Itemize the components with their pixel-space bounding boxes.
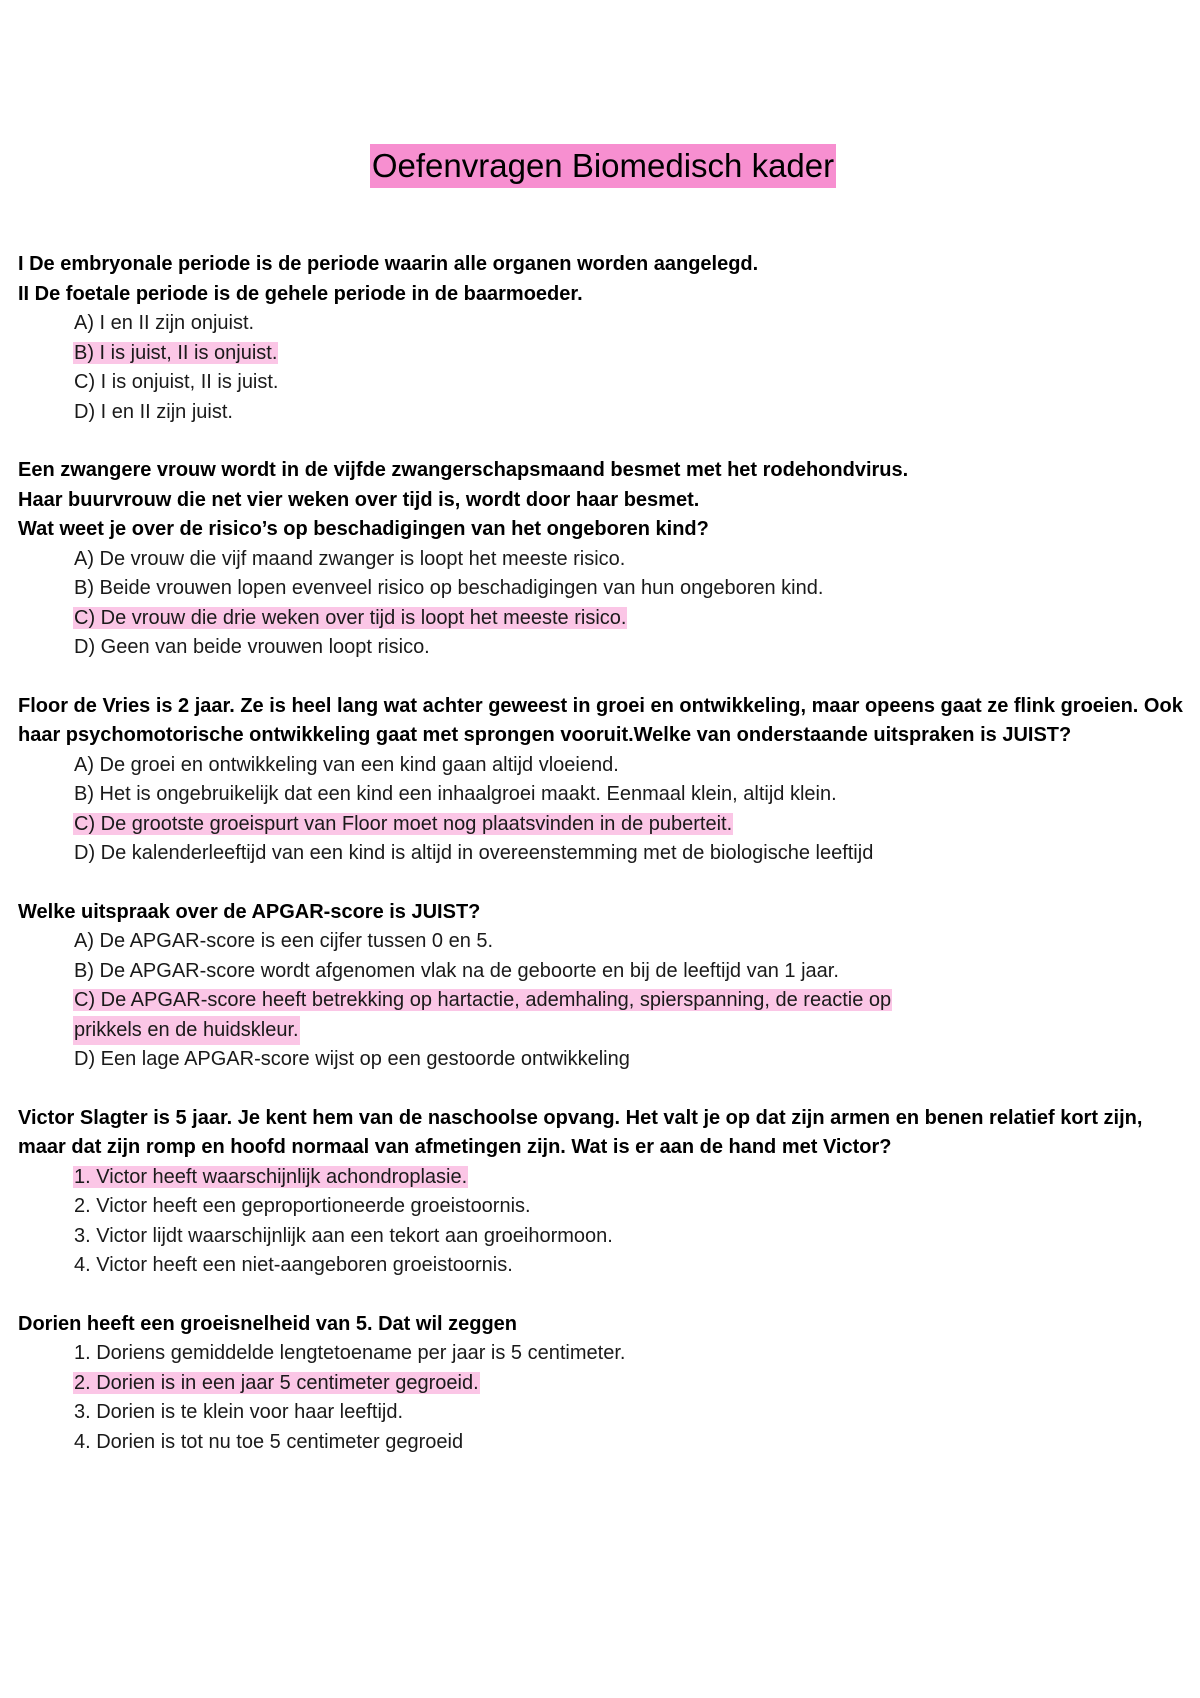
title-container <box>18 144 1188 188</box>
question-2-option-a: A) De vrouw die vijf maand zwanger is loopt het meeste risico. <box>74 547 626 570</box>
question-1-line-2: II De foetale periode is de gehele periode in de baarmoeder. <box>18 282 583 305</box>
question-1-option-d: D) I en II zijn juist. <box>74 400 233 423</box>
question-5 <box>18 1104 1188 1281</box>
question-1-line-1: I De embryonale periode is de periode waarin alle organen worden aangelegd. <box>18 253 759 275</box>
question-4-option-a: A) De APGAR-score is een cijfer tussen 0 en 5. <box>74 930 494 952</box>
question-2 <box>18 456 1188 663</box>
question-6 <box>18 1310 1188 1458</box>
question-3-options <box>18 751 1188 869</box>
question-3-option-d: D) De kalenderleeftijd van een kind is altijd in overeenstemming met de biologische leeftijd <box>74 842 874 864</box>
question-2-option-b: B) Beide vrouwen lopen evenveel risico op beschadigingen van hun ongeboren kind. <box>74 577 824 599</box>
question-4 <box>18 898 1188 1075</box>
question-5-option-3: 3. Victor lijdt waarschijnlijk aan een tekort aan groeihormoon. <box>74 1224 613 1247</box>
question-5-options <box>18 1163 1188 1281</box>
question-3-option-b: B) Het is ongebruikelijk dat een kind een inhaalgroei maakt. Eenmaal klein, altijd klein. <box>74 783 837 805</box>
question-5-option-1-answer: 1. Victor heeft waarschijnlijk achondroplasie. <box>74 1165 468 1188</box>
question-3-option-c-answer: C) De grootste groeispurt van Floor moet nog plaatsvinden in de puberteit. <box>74 812 733 835</box>
question-1-option-a: A) I en II zijn onjuist. <box>74 312 255 334</box>
question-2-option-c-answer: C) De vrouw die drie weken over tijd is loopt het meeste risico. <box>74 606 627 629</box>
question-1 <box>18 250 1188 427</box>
question-6-option-2-answer: 2. Dorien is in een jaar 5 centimeter gegroeid. <box>74 1371 479 1394</box>
question-5-text: Victor Slagter is 5 jaar. Je kent hem van de naschoolse opvang. Het valt je op dat zijn armen en benen relatief kort zijn, maar dat zijn romp en hoofd normaal van afmetingen zijn. Wat is er aan de hand met Victor? <box>18 1106 1143 1158</box>
question-1-options <box>18 309 1188 427</box>
question-4-options <box>18 927 1188 1075</box>
question-4-option-b: B) De APGAR-score wordt afgenomen vlak na de geboorte en bij de leeftijd van 1 jaar. <box>74 959 839 982</box>
question-3-option-a: A) De groei en ontwikkeling van een kind gaan altijd vloeiend. <box>74 753 619 776</box>
question-2-option-d: D) Geen van beide vrouwen loopt risico. <box>74 636 430 658</box>
question-2-line-1: Een zwangere vrouw wordt in de vijfde zwangerschapsmaand besmet met het rodehondvirus. <box>18 459 909 481</box>
question-6-line-1: Dorien heeft een groeisnelheid van 5. Dat wil zeggen <box>18 1312 518 1335</box>
question-2-line-2: Haar buurvrouw die net vier weken over tijd is, wordt door haar besmet. <box>18 488 700 511</box>
question-5-option-4: 4. Victor heeft een niet-aangeboren groeistoornis. <box>74 1254 513 1276</box>
question-2-options <box>18 545 1188 663</box>
question-3-text: Floor de Vries is 2 jaar. Ze is heel lang wat achter geweest in groei en ontwikkeling, maar opeens gaat ze flink groeien. Ook haar psychomotorische ontwikkeling gaat met sprongen vooruit.Welke van onderstaande uitspraken is JUIST? <box>18 694 1183 746</box>
question-4-option-d: D) Een lage APGAR-score wijst op een gestoorde ontwikkeling <box>74 1048 630 1070</box>
question-4-line-1: Welke uitspraak over de APGAR-score is JUIST? <box>18 900 481 923</box>
question-1-option-b-answer: B) I is juist, II is onjuist. <box>74 341 278 364</box>
question-6-option-4: 4. Dorien is tot nu toe 5 centimeter gegroeid <box>74 1430 464 1453</box>
question-3 <box>18 692 1188 869</box>
question-6-option-1: 1. Doriens gemiddelde lengtetoename per jaar is 5 centimeter. <box>74 1342 626 1364</box>
question-list <box>18 250 1188 1486</box>
question-2-line-3: Wat weet je over de risico’s op beschadigingen van het ongeboren kind? <box>18 518 709 540</box>
question-4-option-c-answer: C) De APGAR-score heeft betrekking op hartactie, ademhaling, spierspanning, de reactie op <box>74 989 892 1011</box>
question-6-options <box>18 1339 1188 1457</box>
question-5-option-2: 2. Victor heeft een geproportioneerde groeistoornis. <box>74 1195 531 1217</box>
document-title: Oefenvragen Biomedisch kader <box>370 144 836 188</box>
question-4-option-c-continuation: prikkels en de huidskleur. <box>18 1016 1188 1046</box>
question-1-option-c: C) I is onjuist, II is juist. <box>74 371 279 393</box>
question-6-option-3: 3. Dorien is te klein voor haar leeftijd. <box>74 1401 404 1423</box>
